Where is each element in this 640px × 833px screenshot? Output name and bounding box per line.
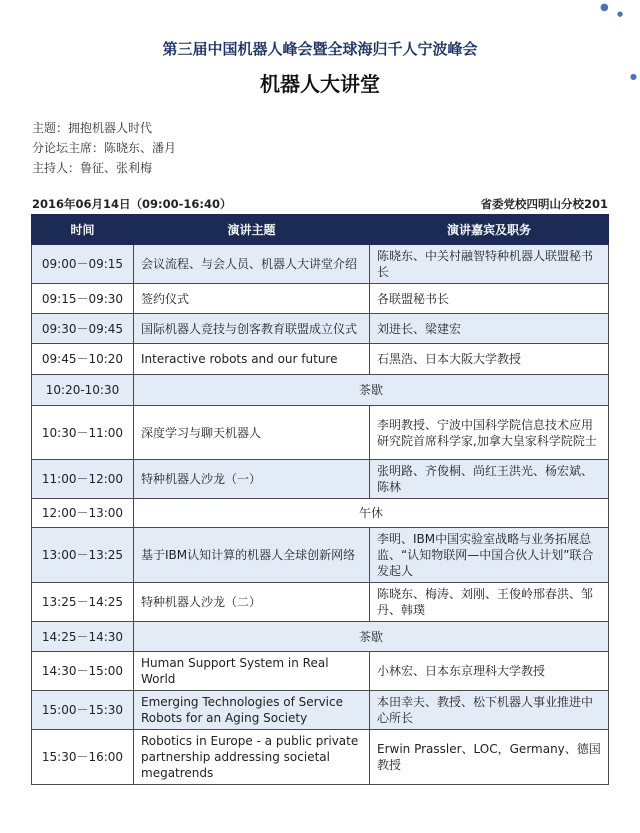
row-time: 15:30－16:00 [32,730,134,785]
event-venue: 省委党校四明山分校201 [480,197,608,211]
row-topic: Emerging Technologies of Service Robots for an Aging Society [134,691,370,730]
schedule-row [32,622,609,652]
row-speaker: 各联盟秘书长 [370,284,609,314]
row-time: 10:20-10:30 [32,375,134,406]
row-time: 14:30－15:00 [32,652,134,691]
meta-theme: 主题：拥抱机器人时代 [32,121,153,135]
row-topic: Interactive robots and our future [134,344,370,375]
row-time: 09:30－09:45 [32,314,134,344]
row-topic: 特种机器人沙龙（二） [134,583,370,622]
row-topic: 国际机器人竞技与创客教育联盟成立仪式 [134,314,370,344]
row-time: 09:00－09:15 [32,245,134,284]
row-break-label: 茶歇 [134,622,609,652]
event-date: 2016年06月14日（09:00-16:40） [32,197,232,211]
row-time: 10:30－11:00 [32,406,134,460]
decorative-dot: ● [600,2,609,13]
schedule-row [32,284,609,314]
row-speaker: 石黑浩、日本大阪大学教授 [370,344,609,375]
row-speaker: 小林宏、日本东京理科大学教授 [370,652,609,691]
meta-chairs: 分论坛主席：陈晓东、潘月 [32,141,177,155]
decorative-dot: ● [617,10,624,18]
row-speaker: Erwin Prassler、LOC，Germany、德国教授 [370,730,609,785]
row-topic: 特种机器人沙龙（一） [134,460,370,499]
schedule-table [31,214,609,785]
schedule-row [32,344,609,375]
row-time: 13:25－14:25 [32,583,134,622]
row-topic: 会议流程、与会人员、机器人大讲堂介绍 [134,245,370,284]
row-topic: 基于IBM认知计算的机器人全球创新网络 [134,528,370,583]
schedule-row [32,460,609,499]
header-topic: 演讲主题 [134,215,370,245]
row-time: 11:00－12:00 [32,460,134,499]
meta-hosts: 主持人：鲁征、张利梅 [32,161,153,175]
row-time: 09:15－09:30 [32,284,134,314]
schedule-row [32,528,609,583]
schedule-row [32,499,609,528]
row-speaker: 刘进长、梁建宏 [370,314,609,344]
row-time: 14:25－14:30 [32,622,134,652]
row-time: 13:00－13:25 [32,528,134,583]
row-topic: Robotics in Europe - a public private partnership addressing societal megatrends [134,730,370,785]
event-title: 第三届中国机器人峰会暨全球海归千人宁波峰会 [162,40,478,58]
meta-info [32,118,176,178]
row-speaker: 李明教授、宁波中国科学院信息技术应用研究院首席科学家,加拿大皇家科学院院士 [370,406,609,460]
schedule-row [32,583,609,622]
schedule-header-row [32,215,609,245]
schedule-row [32,314,609,344]
event-subtitle: 机器人大讲堂 [260,72,380,96]
row-time: 12:00－13:00 [32,499,134,528]
row-speaker: 陈晓东、梅涛、刘刚、王俊岭邢春洪、邹丹、韩璞 [370,583,609,622]
row-topic: 签约仪式 [134,284,370,314]
decorative-dot: ● [630,72,637,81]
schedule-row [32,730,609,785]
row-topic: 深度学习与聊天机器人 [134,406,370,460]
schedule-row [32,652,609,691]
schedule-row [32,245,609,284]
schedule-row [32,375,609,406]
row-speaker: 李明、IBM中国实验室战略与业务拓展总监、“认知物联网—中国合伙人计划”联合发起人 [370,528,609,583]
row-topic: Human Support System in Real World [134,652,370,691]
row-speaker: 陈晓东、中关村融智特种机器人联盟秘书长 [370,245,609,284]
header-speaker: 演讲嘉宾及职务 [370,215,609,245]
row-speaker: 张明路、齐俊桐、尚红王洪光、杨宏斌、陈林 [370,460,609,499]
row-time: 15:00－15:30 [32,691,134,730]
schedule-row [32,691,609,730]
row-time: 09:45－10:20 [32,344,134,375]
header-time: 时间 [32,215,134,245]
row-break-label: 茶歇 [134,375,609,406]
schedule-row [32,406,609,460]
row-speaker: 本田幸夫、教授、松下机器人事业推进中心所长 [370,691,609,730]
row-break-label: 午休 [134,499,609,528]
